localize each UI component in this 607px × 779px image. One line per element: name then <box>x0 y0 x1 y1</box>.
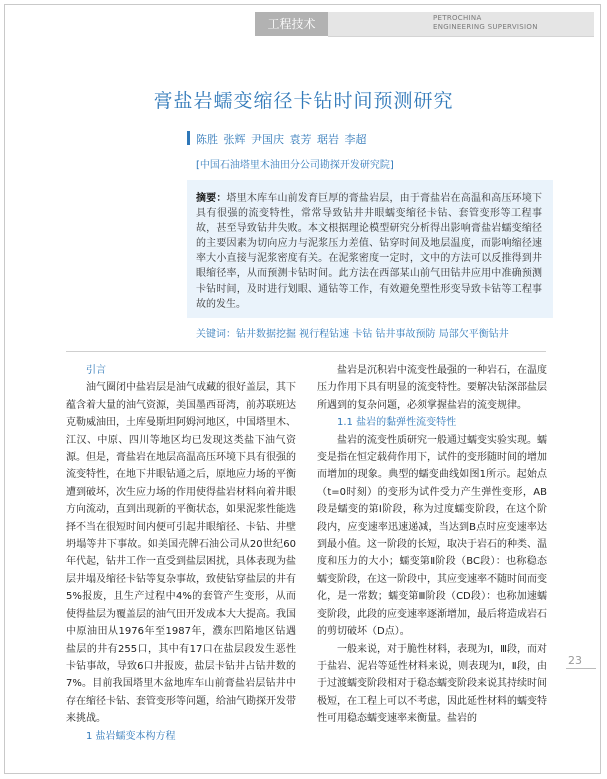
journal-name-line2: ENGINEERING SUPERVISION <box>433 23 538 31</box>
affiliation: [中国石油塔里木油田分公司勘探开发研究院] <box>196 160 394 171</box>
abstract-text: 塔里木库车山前发育巨厚的膏盐岩层，由于膏盐岩在高温和高压环境下具有很强的流变特性，常常导致钻井井眼蠕变缩径卡钻、套管变形等工程事故，甚至导致钻井失败。本文根据理论模型研究分析得出影响膏盐岩蠕变缩径的主要因素为切向应力与泥浆压力差值、钻穿时间及地层温度，而影响缩径速率大小直接与泥浆密度有关。在泥浆密度一定时，文中的方法可以反推得到井眼缩径率，从而预测卡钻时间。此方法在西部某山前气田钻井应用中准确预测卡钻时间，及时进行划眼、通钻等工作，有效避免塑性形变导致卡钻等工程事故的发生。 <box>196 193 543 310</box>
journal-name-en <box>433 14 538 32</box>
subsection-heading: 1.1 盐岩的黏弹性流变特性 <box>337 417 457 429</box>
section-heading: 1 盐岩蠕变本构方程 <box>86 730 176 742</box>
right-column <box>317 362 547 728</box>
section-heading: 引言 <box>86 365 106 376</box>
page-number-rule <box>566 668 596 669</box>
abstract-label: 摘要： <box>196 193 227 204</box>
keywords: 关键词：钻井数据挖掘 视行程钻速 卡钻 钻井事故预防 局部欠平衡钻井 <box>196 329 509 340</box>
left-column <box>66 362 296 745</box>
journal-name-line1: PETROCHINA <box>433 14 482 22</box>
paragraph: 盐岩是沉积岩中流变性最强的一种岩石，在温度压力作用下具有明显的流变特性。要解决钻深部盐层所遇到的复杂问题，必须掌握盐岩的流变规律。 <box>317 365 547 411</box>
abstract <box>196 191 542 312</box>
paragraph: 油气圈闭中盐岩层是油气成藏的很好盖层，其下蕴含着大量的油气资源，美国墨西哥湾，前苏联班达克勒威油田，土库曼斯坦阿姆河地区，中国塔里木、江汉、中原、四川等地区均已发现这类盐下油气资源。但是，膏盐岩在地层高温高压环境下具有很强的流变特性，在地下井眼钻通之后，原地应力场的平衡遭到破坏，次生应力场的作用使得盐岩材料向着井眼方向流动，直到出现新的平衡状态，如果泥浆性能选择不当在很短时间内便可引起井眼缩径、卡钻、井壁坍塌等井下事故。如美国壳牌石油公司从20世纪60年代起，钻井工作一直受到盐层困扰，具体表现为盐层井塌及缩径卡钻等复杂事故，致使钻穿盐层的井有5%报废，且生产过程中4%的套管产生变形，从而使得盐层为覆盖层的油气田开发成本大大提高。我国中原油田从1976年至1987年，濮东凹陷地区钻遇盐层的井有255口，其中有17口在盐层段发生恶性卡钻事故，导致6口井报废，盐层卡钻井占钻井数的7%。目前我国塔里木盆地库车山前膏盐岩层钻井中存在缩径卡钻、套管变形等问题，给油气勘探开发带来挑战。 <box>66 382 296 725</box>
page-number: 23 <box>568 654 582 667</box>
paragraph: 一般来说，对于脆性材料，表现为Ⅰ，Ⅲ段，而对于盐岩、泥岩等延性材料来说，则表现为Ⅰ，Ⅱ段，由于过渡蠕变阶段相对于稳态蠕变阶段来说其持续时间极短，在工程上可以不考虑，因此延性材料的蠕变特性可用稳态蠕变速率来衡量。盐岩的 <box>317 643 547 725</box>
author-accent-bar <box>187 131 190 145</box>
authors: 陈胜 张辉 尹国庆 袁芳 琚岩 李超 <box>196 133 367 146</box>
separator <box>66 351 546 352</box>
paragraph: 盐岩的流变性质研究一般通过蠕变实验实现。蠕变是指在恒定载荷作用下，试件的变形随时间的增加而增加的现象。典型的蠕变曲线如图1所示。起始点（t=0时刻）的变形为试件受力产生弹性变形，AB段是蠕变的第Ⅰ阶段，称为过度蠕变阶段，在这个阶段内，应变速率迅速递减，当达到B点时应变速率达到最小值。这一阶段的长短，取决于岩石的种类、温度和压力的大小；蠕变第Ⅱ阶段（BC段）：也称稳态蠕变阶段，在这一阶段中，其应变速率不随时间而变化，是一常数；蠕变第Ⅲ阶段（CD段）：也称加速蠕变阶段，此段的应变速率逐渐增加，最后将造成岩石的剪切破坏（D点）。 <box>317 434 547 638</box>
article-title: 膏盐岩蠕变缩径卡钻时间预测研究 <box>153 90 454 112</box>
header-rule <box>328 36 594 37</box>
section-label: 工程技术 <box>255 12 328 36</box>
